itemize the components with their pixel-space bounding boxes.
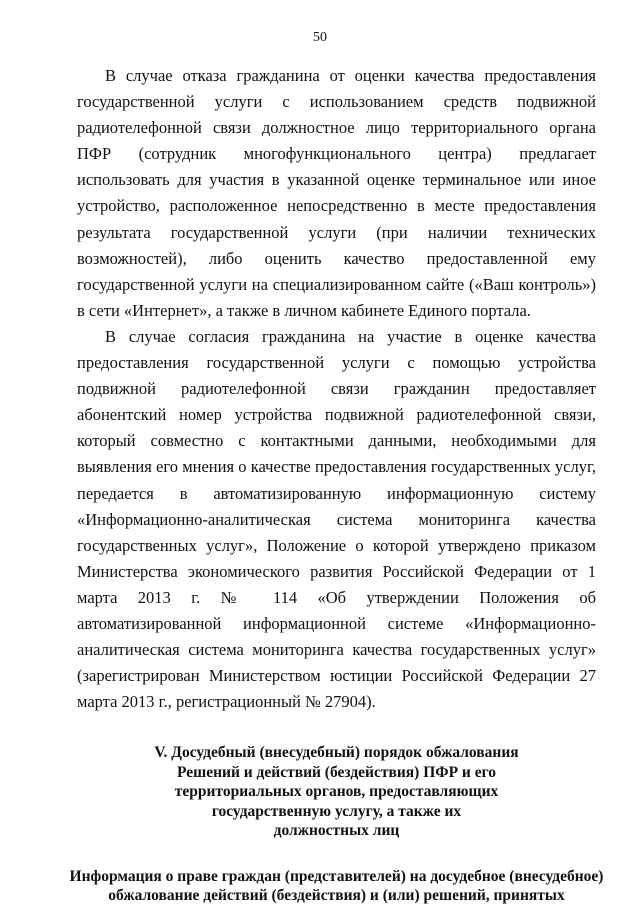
page-number: 50: [313, 30, 327, 45]
subsection-title-line: обжалование действий (бездействия) и (или) решений, принятых: [108, 887, 565, 905]
section-title-line: должностных лиц: [273, 822, 400, 840]
section-title: [77, 743, 596, 841]
document-body: [69, 63, 604, 905]
subsection-title: [65, 867, 608, 905]
section-title-line: Решений и действий (бездействия) ПФР и его: [176, 763, 497, 781]
paragraph-refusal-assessment: В случае отказа гражданина от оценки качества предоставления государственной услуги с использованием средств подвижной радиотелефонной связи должностное лицо территориального органа ПФР (сотрудник многофункционального центра) предлагает использовать для участия в указанной оценке терминальное или иное устройство, расположенное непосредственно в месте предоставления результата государственной услуги (при наличии технических возможностей), либо оценить качество предоставленной ему государственной услуги на специализированном сайте («Ваш контроль») в сети «Интернет», а также в личном кабинете Единого портала.: [77, 66, 596, 320]
section-title-line: V. Досудебный (внесудебный) порядок обжалования: [154, 744, 519, 762]
section-title-line: государственную услугу, а также их: [211, 802, 462, 820]
subsection-title-line: Информация о праве граждан (представителей) на досудебное (внесудебное): [69, 867, 604, 885]
section-title-line: территориальных органов, предоставляющих: [174, 783, 499, 801]
paragraph-consent-assessment: В случае согласия гражданина на участие в оценке качества предоставления государственной услуги с помощью устройства подвижной радиотелефонной связи гражданин предоставляет абонентский номер устройства подвижной радиотелефонной связи, который совместно с контактными данными, необходимыми для выявления его мнения о качестве предоставления государственных услуг, передается в автоматизированную информационную систему «Информационно-аналитическая система мониторинга качества государственных услуг», Положение о которой утверждено приказом Министерства экономического развития Российской Федерации от 1 марта 2013 г. № 114 «Об утверждении Положения об автоматизированной информационной системе «Информационно-аналитическая система мониторинга качества государственных услуг» (зарегистрирован Министерством юстиции Российской Федерации 27 марта 2013 г., регистрационный № 27904).: [77, 326, 596, 712]
